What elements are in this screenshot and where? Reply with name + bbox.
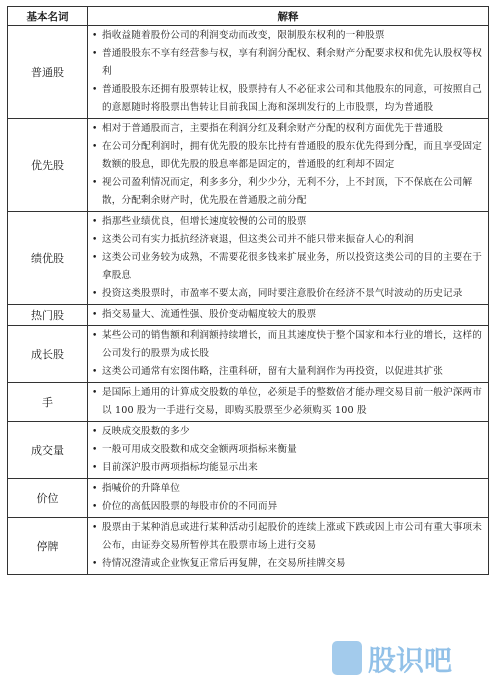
explanation-cell <box>88 518 489 575</box>
term-cell: 手 <box>8 383 88 422</box>
explanation-bullet: • 指喊价的升降单位 <box>92 480 485 498</box>
term-cell: 停牌 <box>8 518 88 575</box>
term-cell: 普通股 <box>8 26 88 119</box>
explanation-bullet: • 股票由于某种消息或进行某种活动引起股价的连续上涨或下跌或因上市公司有重大事项未公布，由证券交易所暂停其在股票市场上进行交易 <box>92 519 485 555</box>
table-row <box>8 305 489 326</box>
term-cell: 优先股 <box>8 119 88 212</box>
explanation-cell <box>88 305 489 326</box>
term-cell: 成交量 <box>8 422 88 479</box>
explanation-cell <box>88 26 489 119</box>
explanation-bullet: • 普通股股东不享有经营参与权，享有利润分配权、剩余财产分配要求权和优先认股权等权利 <box>92 45 485 81</box>
term-cell: 成长股 <box>8 326 88 383</box>
watermark-text: 股识吧 <box>368 644 453 677</box>
explanation-bullet: • 目前深沪股市两项指标均能显示出来 <box>92 459 485 477</box>
explanation-bullet: • 价位的高低因股票的每股市价的不同而异 <box>92 498 485 516</box>
explanation-bullet: • 指那些业绩优良，但增长速度较慢的公司的股票 <box>92 213 485 231</box>
table-header-row <box>8 7 489 26</box>
explanation-bullet: • 投资这类股票时，市盈率不要太高，同时要注意股价在经济不景气时波动的历史记录 <box>92 285 485 303</box>
explanation-cell <box>88 212 489 305</box>
table-row <box>8 518 489 575</box>
explanation-cell <box>88 326 489 383</box>
explanation-bullet: • 这类公司有实力抵抗经济衰退，但这类公司并不能只带来振奋人心的利润 <box>92 231 485 249</box>
explanation-bullet: • 视公司盈利情况而定，利多多分，利少少分，无利不分，上不封顶，下不保底在公司解散，分配剩余财产时，优先股在普通股之前分配 <box>92 174 485 210</box>
explanation-bullet: • 相对于普通股而言，主要指在利润分红及剩余财产分配的权利方面优先于普通股 <box>92 120 485 138</box>
table-row <box>8 119 489 212</box>
term-cell: 绩优股 <box>8 212 88 305</box>
term-cell: 热门股 <box>8 305 88 326</box>
stock-terms-table <box>7 6 489 575</box>
term-cell: 价位 <box>8 479 88 518</box>
explanation-bullet: • 普通股股东还拥有股票转让权，股票持有人不必征求公司和其他股东的同意，可按照自己的意愿随时将股票出售转让目前我国上海和深圳发行的上市股票，均为普通股 <box>92 81 485 117</box>
explanation-bullet: • 是国际上通用的计算成交股数的单位，必须是手的整数倍才能办理交易目前一般沪深两市以 100 股为一手进行交易，即购买股票至少必须购买 100 股 <box>92 384 485 420</box>
explanation-bullet: • 这类公司业务较为成熟，不需要花很多钱来扩展业务，所以投资这类公司的目的主要在于拿股息 <box>92 249 485 285</box>
explanation-cell <box>88 479 489 518</box>
table-row <box>8 326 489 383</box>
explanation-bullet: • 一般可用成交股数和成交金额两项指标来衡量 <box>92 441 485 459</box>
explanation-bullet: • 待情况澄清或企业恢复正常后再复牌，在交易所挂牌交易 <box>92 555 485 573</box>
table-row <box>8 26 489 119</box>
table-row <box>8 479 489 518</box>
watermark-logo <box>330 637 470 681</box>
header-term: 基本名词 <box>8 7 88 26</box>
explanation-bullet: • 这类公司通常有宏图伟略，注重科研，留有大量利润作为再投资，以促进其扩张 <box>92 363 485 381</box>
table-row <box>8 422 489 479</box>
header-explanation: 解释 <box>88 7 489 26</box>
explanation-cell <box>88 422 489 479</box>
explanation-bullet: • 指收益随着股份公司的利润变动而改变，限制股东权利的一种股票 <box>92 27 485 45</box>
explanation-bullet: • 在公司分配利润时，拥有优先股的股东比持有普通股的股东优先得到分配，而且享受固定数额的股息，即优先股的股息率都是固定的，普通股的红利却不固定 <box>92 138 485 174</box>
explanation-cell <box>88 119 489 212</box>
explanation-bullet: • 指交易量大、流通性强、股价变动幅度较大的股票 <box>92 306 485 324</box>
table-row <box>8 212 489 305</box>
explanation-cell <box>88 383 489 422</box>
table-row <box>8 383 489 422</box>
explanation-bullet: • 反映成交股数的多少 <box>92 423 485 441</box>
explanation-bullet: • 某些公司的销售额和利润额持续增长，而且其速度快于整个国家和本行业的增长，这样的公司发行的股票为成长股 <box>92 327 485 363</box>
